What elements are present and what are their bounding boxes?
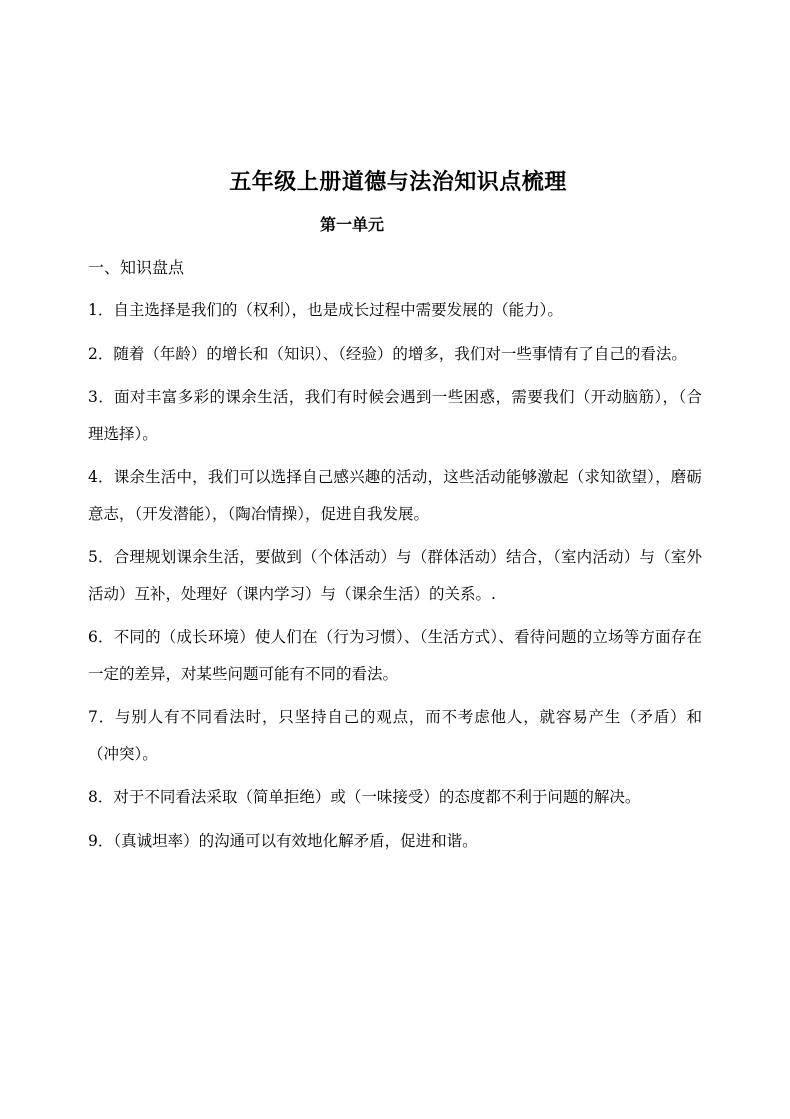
document-title: 五年级上册道德与法治知识点梳理 [229,170,567,195]
knowledge-item-6: 6．不同的（成长环境）使人们在（行为习惯）、（生活方式）、看待问题的立场等方面存在一定的差异，对某些问题可能有不同的看法。 [88,628,702,683]
knowledge-item-1: 1．自主选择是我们的（权利），也是成长过程中需要发展的（能力）。 [88,301,563,319]
knowledge-item-2: 2．随着（年龄）的增长和（知识）、（经验）的增多，我们对一些事情有了自己的看法。 [88,344,687,363]
knowledge-item-9: 9．（真诚坦率）的沟通可以有效地化解矛盾，促进和谐。 [88,831,478,850]
section-heading: 一、知识盘点 [88,258,185,277]
knowledge-item-4: 4．课余生活中，我们可以选择自己感兴趣的活动，这些活动能够激起（求知欲望），磨砺意志，（开发潜能），（陶冶情操），促进自我发展。 [88,468,702,523]
knowledge-item-5: 5．合理规划课余生活，要做到（个体活动）与（群体活动）结合，（室内活动）与（室外活动）互补，处理好（课内学习）与（课余生活）的关系。. [88,548,702,603]
unit-heading: 第一单元 [320,215,385,234]
knowledge-item-7: 7．与别人有不同看法时，只坚持自己的观点，而不考虑他人，就容易产生（矛盾）和（冲突）。 [88,708,702,763]
knowledge-item-3: 3．面对丰富多彩的课余生活，我们有时候会遇到一些困惑，需要我们（开动脑筋），（合理选择）。 [88,388,702,443]
knowledge-item-8: 8．对于不同看法采取（简单拒绝）或（一味接受）的态度都不利于问题的解决。 [88,788,641,806]
knowledge-list [88,292,702,866]
